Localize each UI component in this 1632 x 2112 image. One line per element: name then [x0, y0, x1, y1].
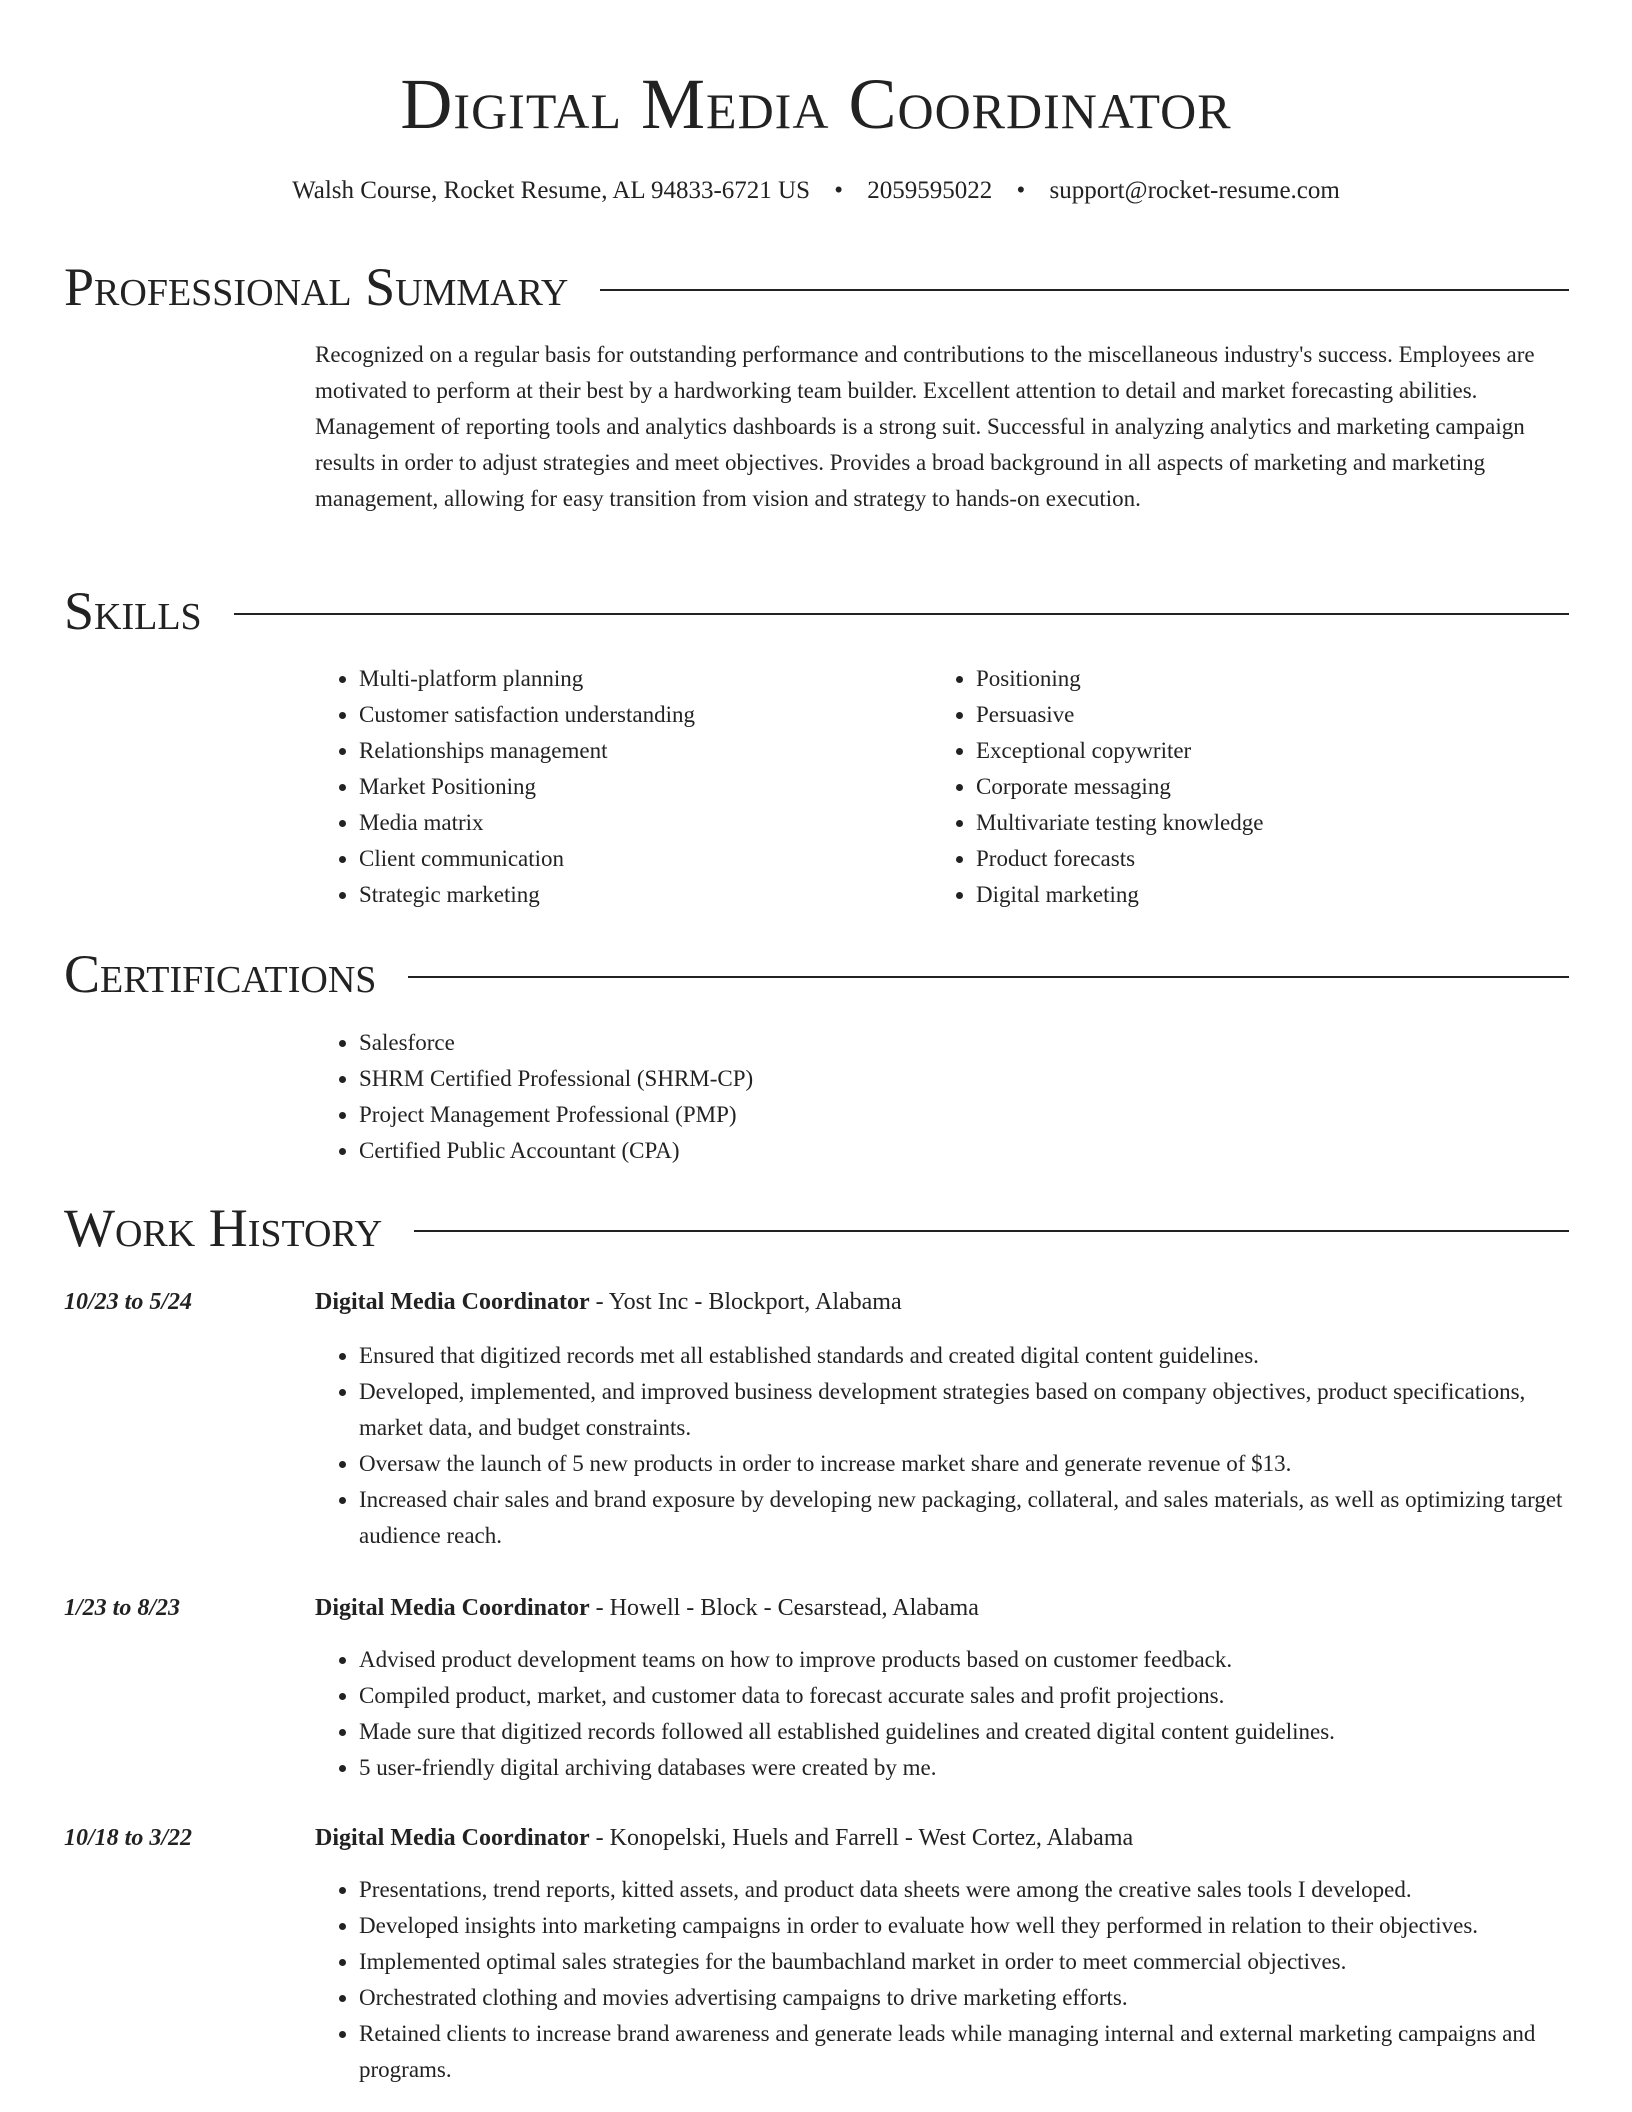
skill-item: • Corporate messaging: [976, 769, 1492, 805]
job-dates: 10/23 to 5/24: [64, 1289, 193, 1315]
job-bullet: • Implemented optimal sales strategies for the baumbachland market in order to meet commercial objectives.: [359, 1944, 1569, 1980]
job-bullet: • Retained clients to increase brand awareness and generate leads while managing internal and external marketing campaigns and programs.: [359, 2016, 1569, 2088]
section-divider: [234, 613, 1569, 615]
job-bullet: • Ensured that digitized records met all established standards and created digital content guidelines.: [359, 1338, 1569, 1374]
skill-item: • Digital marketing: [976, 877, 1492, 913]
job-heading: [315, 1820, 1569, 1856]
work-history-section-header: [64, 1196, 1569, 1260]
section-divider: [600, 289, 1569, 291]
job-heading: [315, 1284, 1569, 1320]
skills-heading: Skills: [64, 581, 202, 641]
job-responsibilities: [315, 1872, 1569, 2088]
skills-column-right: [932, 661, 1492, 913]
job-company-location: - Howell - Block - Cesarstead, Alabama: [589, 1595, 979, 1621]
skill-item: • Customer satisfaction understanding: [359, 697, 875, 733]
certification-item: • Salesforce: [359, 1025, 1569, 1061]
skill-item: • Multivariate testing knowledge: [976, 805, 1492, 841]
job-bullet: • Compiled product, market, and customer data to forecast accurate sales and profit projections.: [359, 1678, 1569, 1714]
skills-section-header: [64, 579, 1569, 643]
contact-separator: •: [1016, 177, 1026, 204]
job-bullet: • Made sure that digitized records followed all established guidelines and created digital content guidelines.: [359, 1714, 1569, 1750]
job-bullet: • Oversaw the launch of 5 new products in order to increase market share and generate revenue of $13.: [359, 1446, 1569, 1482]
job-title: Digital Media Coordinator: [315, 1825, 590, 1851]
skill-item: • Media matrix: [359, 805, 875, 841]
job-bullet: • Developed insights into marketing campaigns in order to evaluate how well they performed in relation to their objectives.: [359, 1908, 1569, 1944]
job-bullet-list: [315, 1338, 1569, 1554]
skill-item: • Market Positioning: [359, 769, 875, 805]
contact-phone: 2059595022: [867, 177, 993, 204]
job-bullet-list: [315, 1872, 1569, 2088]
skill-item: • Strategic marketing: [359, 877, 875, 913]
certifications-block: [315, 1025, 1569, 1169]
skill-item: • Product forecasts: [976, 841, 1492, 877]
contact-address: Walsh Course, Rocket Resume, AL 94833-6721 US: [292, 177, 811, 204]
job-bullet: • 5 user-friendly digital archiving databases were created by me.: [359, 1750, 1569, 1786]
contact-email: support@rocket-resume.com: [1049, 177, 1340, 204]
skills-list-right: [932, 661, 1492, 913]
job-responsibilities: [315, 1338, 1569, 1554]
job-company-location: - Konopelski, Huels and Farrell - West Cortez, Alabama: [589, 1825, 1134, 1851]
certifications-list: [315, 1025, 1569, 1169]
contact-line: [0, 174, 1632, 208]
skill-item: • Client communication: [359, 841, 875, 877]
skills-list-left: [315, 661, 875, 913]
certification-item: • Project Management Professional (PMP): [359, 1097, 1569, 1133]
job-company-location: - Yost Inc - Blockport, Alabama: [589, 1289, 902, 1315]
certifications-section-header: [64, 942, 1569, 1006]
job-bullet: • Increased chair sales and brand exposure by developing new packaging, collateral, and sales materials, as well as optimizing target audience reach.: [359, 1482, 1569, 1554]
section-divider: [408, 976, 1569, 978]
certification-item: • Certified Public Accountant (CPA): [359, 1133, 1569, 1169]
job-bullet: • Orchestrated clothing and movies advertising campaigns to drive marketing efforts.: [359, 1980, 1569, 2016]
skill-item: • Relationships management: [359, 733, 875, 769]
contact-separator: •: [834, 177, 844, 204]
job-title: Digital Media Coordinator: [315, 1289, 590, 1315]
skill-item: • Persuasive: [976, 697, 1492, 733]
job-bullet-list: [315, 1642, 1569, 1786]
skill-item: • Exceptional copywriter: [976, 733, 1492, 769]
summary-text: Recognized on a regular basis for outstanding performance and contributions to the miscellaneous industry's success. Employees are motivated to perform at their best by a hardworking team builder. Excellent attention to detail and market forecasting abilities. Management of reporting tools and analytics dashboards is a strong suit. Successful in analyzing analytics and marketing campaign results in order to adjust strategies and meet objectives. Provides a broad background in all aspects of marketing and marketing management, allowing for easy transition from vision and strategy to hands-on execution.: [315, 342, 1535, 511]
job-bullet: • Advised product development teams on how to improve products based on customer feedback.: [359, 1642, 1569, 1678]
skill-item: • Multi-platform planning: [359, 661, 875, 697]
certification-item: • SHRM Certified Professional (SHRM-CP): [359, 1061, 1569, 1097]
job-heading: [315, 1590, 1569, 1626]
job-dates: 10/18 to 3/22: [64, 1825, 193, 1851]
job-bullet: • Presentations, trend reports, kitted assets, and product data sheets were among the creative sales tools I developed.: [359, 1872, 1569, 1908]
resume-name: Digital Media Coordinator: [400, 64, 1232, 144]
summary-heading: Professional Summary: [64, 257, 569, 317]
work-history-heading: Work History: [64, 1198, 383, 1258]
skill-item: • Positioning: [976, 661, 1492, 697]
job-dates: 1/23 to 8/23: [64, 1595, 181, 1621]
job-bullet: • Developed, implemented, and improved business development strategies based on company objectives, product specifications, market data, and budget constraints.: [359, 1374, 1569, 1446]
job-responsibilities: [315, 1642, 1569, 1786]
job-title: Digital Media Coordinator: [315, 1595, 590, 1621]
section-divider: [414, 1230, 1569, 1232]
certifications-heading: Certifications: [64, 944, 377, 1004]
summary-section-header: [64, 255, 1569, 319]
skills-column-left: [315, 661, 875, 913]
